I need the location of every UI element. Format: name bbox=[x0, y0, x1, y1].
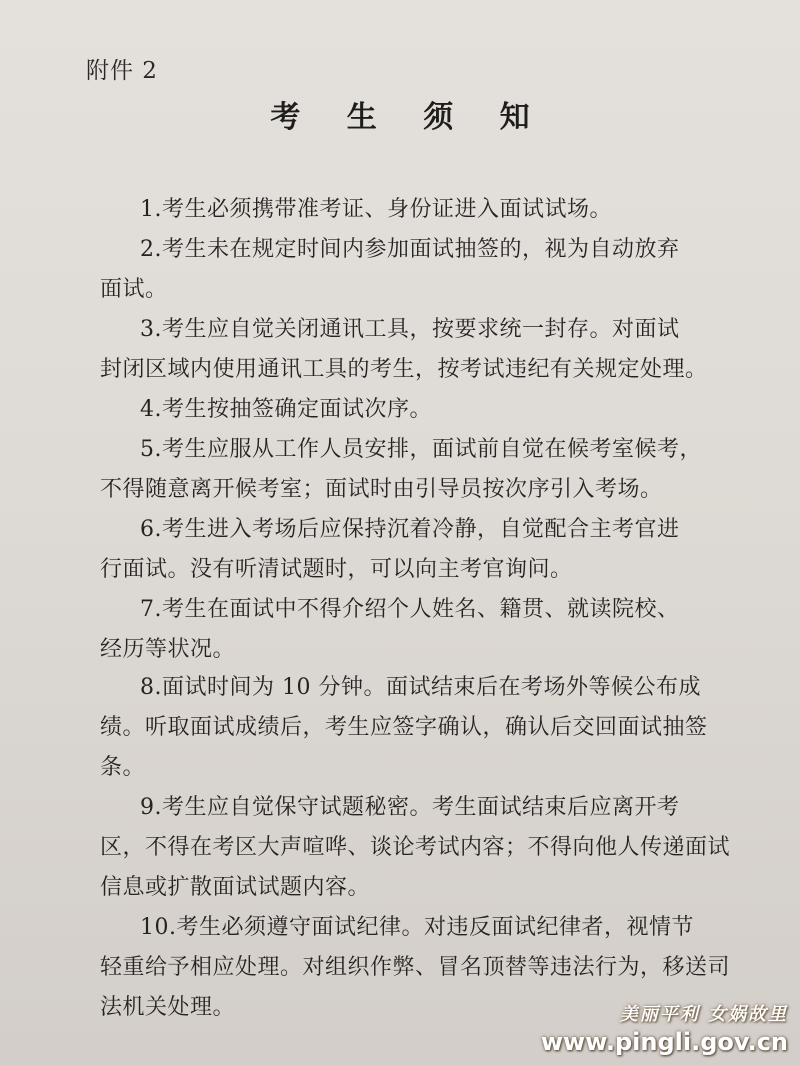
attachment-label: 附件 2 bbox=[86, 58, 158, 84]
notice-item-continuation: 不得随意离开候考室；面试时由引导员按次序引入考场。 bbox=[100, 477, 663, 502]
notice-item-2 bbox=[78, 230, 738, 310]
notice-item-text: 10.考生必须遵守面试纪律。对违反面试纪律者，视情节 bbox=[140, 915, 694, 940]
notice-item-continuation: 经历等状况。 bbox=[100, 637, 236, 662]
notice-item-continuation: 行面试。没有听清试题时，可以向主考官询问。 bbox=[100, 557, 573, 582]
notice-item-5 bbox=[78, 430, 738, 510]
notice-item-6 bbox=[78, 510, 738, 590]
watermark-slogan: 美丽平利 女娲故里 bbox=[619, 1004, 788, 1025]
notice-item-text: 5.考生应服从工作人员安排，面试前自觉在候考室候考， bbox=[140, 437, 702, 462]
notice-item-9 bbox=[78, 788, 738, 908]
notice-item-text: 3.考生应自觉关闭通讯工具，按要求统一封存。对面试 bbox=[140, 317, 680, 342]
site-watermark bbox=[541, 1000, 788, 1056]
notice-item-4 bbox=[78, 390, 738, 430]
notice-item-text: 2.考生未在规定时间内参加面试抽签的，视为自动放弃 bbox=[140, 237, 680, 262]
notice-item-continuation: 区，不得在考区大声喧哗、谈论考试内容；不得向他人传递面试信息或扩散面试试题内容。 bbox=[100, 835, 731, 900]
notice-item-8 bbox=[78, 668, 738, 788]
notice-item-text: 1.考生必须携带准考证、身份证进入面试试场。 bbox=[140, 197, 612, 222]
watermark-url: www.pingli.gov.cn bbox=[540, 1028, 788, 1056]
notice-item-text: 9.考生应自觉保守试题秘密。考生面试结束后应离开考 bbox=[140, 795, 680, 820]
page-title: 考 生 须 知 bbox=[270, 100, 548, 135]
notice-item-continuation: 绩。听取面试成绩后，考生应签字确认，确认后交回面试抽签条。 bbox=[100, 715, 708, 780]
notice-item-text: 4.考生按抽签确定面试次序。 bbox=[140, 397, 432, 422]
notice-item-continuation: 面试。 bbox=[100, 277, 168, 302]
notice-item-text: 7.考生在面试中不得介绍个人姓名、籍贯、就读院校、 bbox=[140, 597, 680, 622]
notice-item-text: 6.考生进入考场后应保持沉着冷静，自觉配合主考官进 bbox=[140, 517, 680, 542]
notice-item-7 bbox=[78, 590, 738, 670]
notice-item-1 bbox=[78, 190, 738, 230]
notice-item-continuation: 轻重给予相应处理。对组织作弊、冒名顶替等违法行为，移送司法机关处理。 bbox=[100, 955, 731, 1020]
notice-item-continuation: 封闭区域内使用通讯工具的考生，按考试违纪有关规定处理。 bbox=[100, 357, 708, 382]
notice-item-text: 8.面试时间为 10 分钟。面试结束后在考场外等候公布成 bbox=[140, 675, 701, 700]
notice-item-3 bbox=[78, 310, 738, 390]
